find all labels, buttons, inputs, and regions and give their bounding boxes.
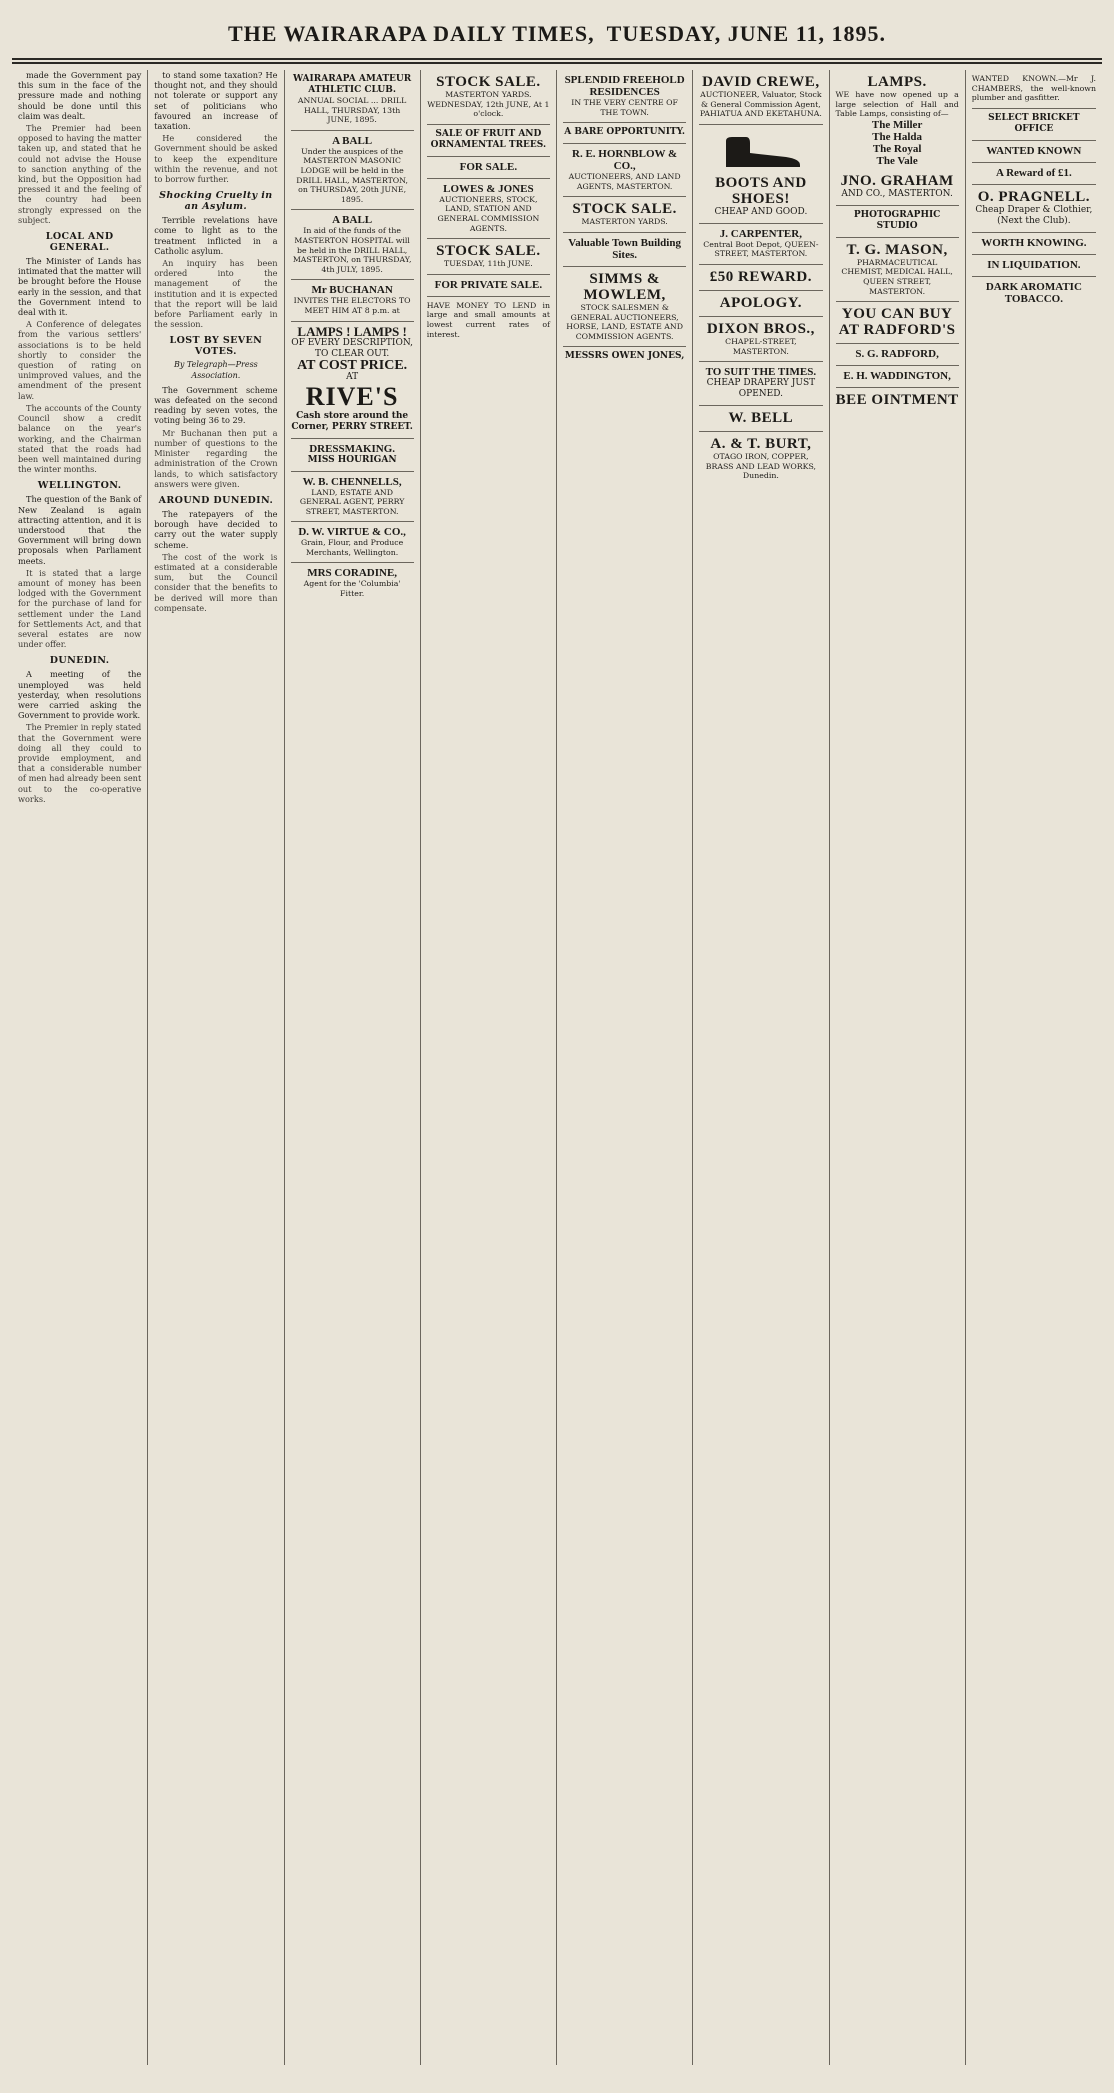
masthead bbox=[12, 10, 1102, 60]
ad-simms-mowlem bbox=[563, 267, 686, 347]
ad-heading: FOR PRIVATE SALE. bbox=[434, 278, 543, 291]
article-paragraph: A meeting of the unemployed was held yesterday, when resolutions were carried asking the Government to provide work. bbox=[18, 669, 142, 721]
ad-hospital-ball bbox=[291, 210, 414, 280]
ad-heading: LAMPS ! LAMPS ! bbox=[297, 323, 407, 339]
ad-boots-shoes bbox=[699, 125, 822, 224]
ad-heading: IN LIQUIDATION. bbox=[987, 258, 1081, 271]
ad-stock-sale-2 bbox=[427, 239, 550, 275]
article-filler: He considered the Government should be asked to keep the expenditure within the revenue, and not to borrow further. bbox=[154, 133, 278, 185]
ad-text: AND CO., MASTERTON. bbox=[841, 188, 953, 199]
ad-text: MASTERTON YARDS. WEDNESDAY, 12th JUNE, At 1 o'clock. bbox=[427, 90, 550, 119]
ad-heading: T. G. MASON, bbox=[846, 241, 948, 258]
ad-hornblow bbox=[563, 144, 686, 197]
lamp-name: The Vale bbox=[876, 154, 918, 167]
ad-heading: BOOTS AND SHOES! bbox=[715, 174, 807, 207]
ad-photo-studio bbox=[836, 206, 959, 238]
page-columns bbox=[12, 70, 1102, 2065]
ad-text: AUCTIONEER, Valuator, Stock & General Commission Agent, PAHIATUA AND EKETAHUNA. bbox=[699, 90, 822, 119]
ad-money-to-lend bbox=[427, 297, 550, 344]
ad-heading: LOWES & JONES bbox=[443, 182, 534, 195]
ad-text: IN THE VERY CENTRE OF THE TOWN. bbox=[571, 98, 678, 117]
ad-text: PHARMACEUTICAL CHEMIST, MEDICAL HALL, QUEEN STREET, MASTERTON. bbox=[841, 257, 953, 296]
ad-masonic-ball bbox=[291, 131, 414, 211]
ad-buchanan bbox=[291, 280, 414, 321]
ad-text: HAVE MONEY TO LEND in large and small amounts at lowest current rates of interest. bbox=[426, 300, 550, 339]
article-filler: The Premier in reply stated that the Government were doing all they could to provide employment, and that a considerable number of men had already been sent out to the co-operative works. bbox=[18, 722, 142, 804]
newspaper-title: THE WAIRARAPA DAILY TIMES, bbox=[227, 21, 595, 46]
ad-reward-1 bbox=[972, 163, 1096, 185]
section-heading: Shocking Cruelty in an Asylum. bbox=[159, 190, 273, 213]
ad-text: CHEAP AND GOOD. bbox=[714, 206, 808, 217]
lamp-name: The Miller bbox=[871, 118, 923, 131]
ad-heading: E. H. WADDINGTON, bbox=[843, 370, 951, 383]
ad-owen-jones bbox=[563, 347, 686, 367]
ad-text: Cash store around the Corner, PERRY STREET. bbox=[291, 410, 413, 432]
ad-text: WE have now opened up a large selection of Hall and Table Lamps, consisting of— bbox=[835, 90, 959, 119]
ad-text: Central Boot Depot, QUEEN-STREET, MASTERTON. bbox=[703, 239, 819, 259]
ad-text: TUESDAY, 11th JUNE. bbox=[444, 259, 533, 269]
ad-burt bbox=[699, 432, 822, 486]
newspaper-date: TUESDAY, JUNE 11, 1895. bbox=[606, 21, 887, 46]
ad-text: AT bbox=[346, 371, 359, 382]
section-heading: LOST BY SEVEN VOTES. bbox=[169, 335, 263, 358]
ad-heading: MRS CORADINE, bbox=[307, 567, 398, 580]
ad-waddington bbox=[836, 366, 959, 388]
ad-mason bbox=[836, 238, 959, 302]
ad-dressmaking bbox=[291, 439, 414, 472]
ad-heading: A Reward of £1. bbox=[995, 166, 1072, 179]
ad-heading: SPLENDID FREEHOLD RESIDENCES bbox=[564, 74, 685, 98]
ad-heading: BEE OINTMENT bbox=[835, 392, 959, 409]
ad-text: CHAPEL-STREET, MASTERTON. bbox=[725, 336, 797, 356]
ad-heading: LAMPS. bbox=[867, 74, 927, 90]
ad-heading: STOCK SALE. bbox=[436, 74, 541, 90]
ad-heading: A. & T. BURT, bbox=[710, 436, 812, 453]
ad-heading: DIXON BROS., bbox=[706, 320, 815, 337]
ad-heading: SIMMS & MOWLEM, bbox=[583, 270, 666, 303]
lamp-name: The Royal bbox=[872, 142, 922, 155]
ad-text: STOCK SALESMEN & GENERAL AUCTIONEERS, HORSE, LAND, ESTATE AND COMMISSION AGENTS. bbox=[566, 302, 683, 341]
ad-heading: TO SUIT THE TIMES. bbox=[705, 366, 817, 379]
ad-lowes-jones bbox=[427, 179, 550, 239]
ad-drapery bbox=[699, 362, 822, 406]
ad-heading: SELECT BRICKET OFFICE bbox=[988, 112, 1080, 134]
column-1 bbox=[12, 70, 148, 2065]
ad-heading: R. E. HORNBLOW & CO., bbox=[572, 148, 678, 173]
ad-heading: DRESSMAKING. bbox=[309, 442, 396, 455]
ad-bricket-office bbox=[972, 109, 1096, 141]
ad-text: ANNUAL SOCIAL ... DRILL HALL, THURSDAY, 13th JUNE, 1895. bbox=[297, 96, 407, 125]
ad-heading: £50 REWARD. bbox=[709, 268, 812, 285]
lamp-name: The Halda bbox=[872, 130, 923, 143]
ad-heading: A BALL bbox=[332, 134, 373, 147]
ad-opportunity bbox=[563, 123, 686, 144]
ad-heading: DARK AROMATIC TOBACCO. bbox=[985, 280, 1082, 305]
ad-fruit-trees bbox=[427, 125, 550, 157]
ad-david-crewe bbox=[699, 70, 822, 125]
ad-heading: STOCK SALE. bbox=[436, 243, 541, 260]
article-filler: The accounts of the County Council show a credit balance on the year's working, and the Chairman stated that the roads had been well maintained during the winter months. bbox=[18, 402, 142, 475]
ad-heading: APOLOGY. bbox=[719, 294, 802, 311]
ad-heading: A BARE OPPORTUNITY. bbox=[564, 127, 686, 138]
ad-heading: FOR SALE. bbox=[459, 160, 518, 173]
ad-heading: WORTH KNOWING. bbox=[981, 236, 1087, 249]
article-filler: The Premier had been opposed to having the matter taken up, and stated that he could not advise the House to sanction anything of the kind, but the Opposition had pressed it and the feeling of the country had been strongly expressed on the subject. bbox=[18, 123, 142, 225]
article-paragraph: made the Government pay this sum in the face of the pressure made and nothing should be done until this claim was dealt. bbox=[18, 70, 142, 121]
ad-heading: YOU CAN BUY AT RADFORD'S bbox=[838, 306, 956, 339]
ad-text: Cheap Draper & Clothier, (Next the Club). bbox=[975, 204, 1093, 226]
ad-text: WANTED KNOWN.—Mr J. CHAMBERS, the well-known plumber and gasfitter. bbox=[971, 74, 1096, 103]
ad-apology bbox=[699, 291, 822, 317]
article-filler: A Conference of delegates from the various settlers' associations is to be held shortly to consider the question of rating on unimproved values, and the amendment of the present law. bbox=[18, 319, 142, 401]
column-4 bbox=[421, 70, 557, 2065]
section-subheading: By Telegraph—Press Association. bbox=[173, 360, 258, 380]
column-2 bbox=[148, 70, 284, 2065]
ad-reward bbox=[699, 265, 822, 291]
section-heading: DUNEDIN. bbox=[49, 655, 110, 667]
ad-coradine bbox=[291, 563, 414, 603]
ad-text: OTAGO IRON, COPPER, BRASS AND LEAD WORKS, Dunedin. bbox=[705, 452, 817, 481]
ad-chennells bbox=[291, 472, 414, 523]
column-8 bbox=[966, 70, 1102, 2065]
ad-heading: MESSRS OWEN JONES, bbox=[564, 351, 685, 362]
section-heading: WELLINGTON. bbox=[37, 480, 122, 492]
article-paragraph: The Government scheme was defeated on the second reading by seven votes, the voting being 36 to 29. bbox=[154, 384, 278, 426]
ad-heading: S. G. RADFORD, bbox=[855, 348, 939, 361]
section-heading: AROUND DUNEDIN. bbox=[158, 494, 274, 506]
boot-icon bbox=[699, 133, 822, 171]
article-filler: The cost of the work is estimated at a considerable sum, but the Council consider that the benefits to be derived will more than compensate. bbox=[154, 551, 278, 613]
ad-heading: PHOTOGRAPHIC STUDIO bbox=[853, 209, 941, 231]
ad-heading: WAIRARAPA AMATEUR ATHLETIC CLUB. bbox=[293, 74, 412, 95]
ad-radfords bbox=[836, 302, 959, 344]
section-heading: LOCAL AND GENERAL. bbox=[45, 231, 114, 254]
ad-wanted-known bbox=[972, 141, 1096, 163]
ad-bee-ointment bbox=[836, 388, 959, 413]
ad-heading: O. PRAGNELL. bbox=[977, 188, 1090, 205]
ad-virtue bbox=[291, 522, 414, 563]
ad-text: Under the auspices of the MASTERTON MASONIC LODGE will be held in the DRILL HALL, MASTERTON, on THURSDAY, 20th JUNE, 1895. bbox=[296, 146, 408, 204]
ad-wanted-chambers bbox=[972, 70, 1096, 109]
ad-subheading: AT COST PRICE. bbox=[297, 357, 408, 373]
ad-heading: Mr BUCHANAN bbox=[311, 284, 393, 297]
ad-text: AUCTIONEERS, AND LAND AGENTS, MASTERTON. bbox=[568, 172, 681, 191]
ad-pragnell bbox=[972, 185, 1096, 233]
ad-lamps-rive bbox=[291, 322, 414, 439]
ad-text: LAND, ESTATE AND GENERAL AGENT, PERRY STREET, MASTERTON. bbox=[299, 487, 405, 516]
column-7 bbox=[830, 70, 966, 2065]
ad-heading: J. CARPENTER, bbox=[719, 227, 802, 240]
article-paragraph: to stand some taxation? He thought not, and they should not tolerate or support any set of politicians who favoured an increase of taxation. bbox=[154, 70, 278, 132]
column-6 bbox=[693, 70, 829, 2065]
ad-building-sites bbox=[563, 233, 686, 267]
ad-heading: STOCK SALE. bbox=[572, 201, 677, 218]
article-paragraph: The Minister of Lands has intimated that the matter will be brought before the House early in the session, and that the Government intend to deal with it. bbox=[18, 256, 142, 318]
ad-residences bbox=[563, 70, 686, 123]
ad-tobacco bbox=[972, 277, 1096, 310]
ad-stock-sale bbox=[427, 70, 550, 125]
ad-for-sale bbox=[427, 157, 550, 179]
column-5 bbox=[557, 70, 693, 2065]
ad-worth-knowing bbox=[972, 233, 1096, 255]
ad-radford bbox=[836, 344, 959, 366]
ad-heading: A BALL bbox=[332, 214, 373, 227]
article-filler: Mr Buchanan then put a number of questions to the Minister regarding the administration of the Crown lands, to which satisfactory answers were given. bbox=[154, 427, 278, 489]
article-paragraph: Terrible revelations have come to light as to the treatment inflicted in a Catholic asylum. bbox=[154, 215, 278, 256]
ad-lamps-graham bbox=[836, 70, 959, 206]
ad-text: INVITES THE ELECTORS TO MEET HIM AT 8 p.m. at bbox=[293, 296, 411, 315]
ad-brand: RIVE'S bbox=[305, 381, 399, 411]
ad-text: In aid of the funds of the MASTERTON HOSPITAL will be held in the DRILL HALL, MASTERTON, on THURSDAY, 4th JULY, 1895. bbox=[292, 226, 412, 274]
ad-liquidation bbox=[972, 255, 1096, 277]
column-3 bbox=[285, 70, 421, 2065]
masthead-rule bbox=[12, 62, 1102, 64]
ad-text: MASTERTON YARDS. bbox=[581, 217, 668, 227]
ad-heading: D. W. VIRTUE & CO., bbox=[298, 526, 406, 539]
ad-text: Grain, Flour, and Produce Merchants, Wellington. bbox=[300, 538, 404, 557]
ad-text: AUCTIONEERS, STOCK, LAND, STATION AND GENERAL COMMISSION AGENTS. bbox=[437, 194, 540, 233]
article-filler: An inquiry has been ordered into the management of the institution and it is expected that the report will be laid before Parliament early in the session. bbox=[154, 258, 278, 330]
article-paragraph: The ratepayers of the borough have decided to carry out the water supply scheme. bbox=[154, 508, 278, 550]
ad-stock-sale-3 bbox=[563, 197, 686, 233]
ad-carpenter bbox=[699, 224, 822, 265]
ad-text: MISS HOURIGAN bbox=[307, 454, 397, 465]
ad-heading: W. BELL bbox=[728, 410, 794, 427]
ad-text: CHEAP DRAPERY JUST OPENED. bbox=[706, 378, 816, 400]
ad-w-bell bbox=[699, 406, 822, 432]
ad-heading: Valuable Town Building Sites. bbox=[568, 236, 681, 261]
ad-text: OF EVERY DESCRIPTION, TO CLEAR OUT. bbox=[291, 337, 413, 359]
ad-brand: JNO. GRAHAM bbox=[840, 172, 954, 189]
ad-heading: W. B. CHENNELLS, bbox=[302, 475, 402, 488]
ad-private-sale bbox=[427, 275, 550, 297]
ad-heading: WANTED KNOWN bbox=[986, 144, 1082, 157]
ad-heading: DAVID CREWE, bbox=[702, 74, 820, 90]
article-filler: It is stated that a large amount of money has been lodged with the Government for the purchase of land for settlement under the Land for Settlements Act, and that several estates are now under offer. bbox=[18, 567, 142, 650]
ad-dixon-bros bbox=[699, 317, 822, 362]
article-paragraph: The question of the Bank of New Zealand is again attracting attention, and it is understood that the Government will bring down proposals when Parliament meets. bbox=[18, 494, 142, 566]
ad-text: Agent for the 'Columbia' Fitter. bbox=[303, 579, 401, 599]
ad-athletic-club bbox=[291, 70, 414, 131]
ad-heading: SALE OF FRUIT AND ORNAMENTAL TREES. bbox=[430, 128, 547, 150]
